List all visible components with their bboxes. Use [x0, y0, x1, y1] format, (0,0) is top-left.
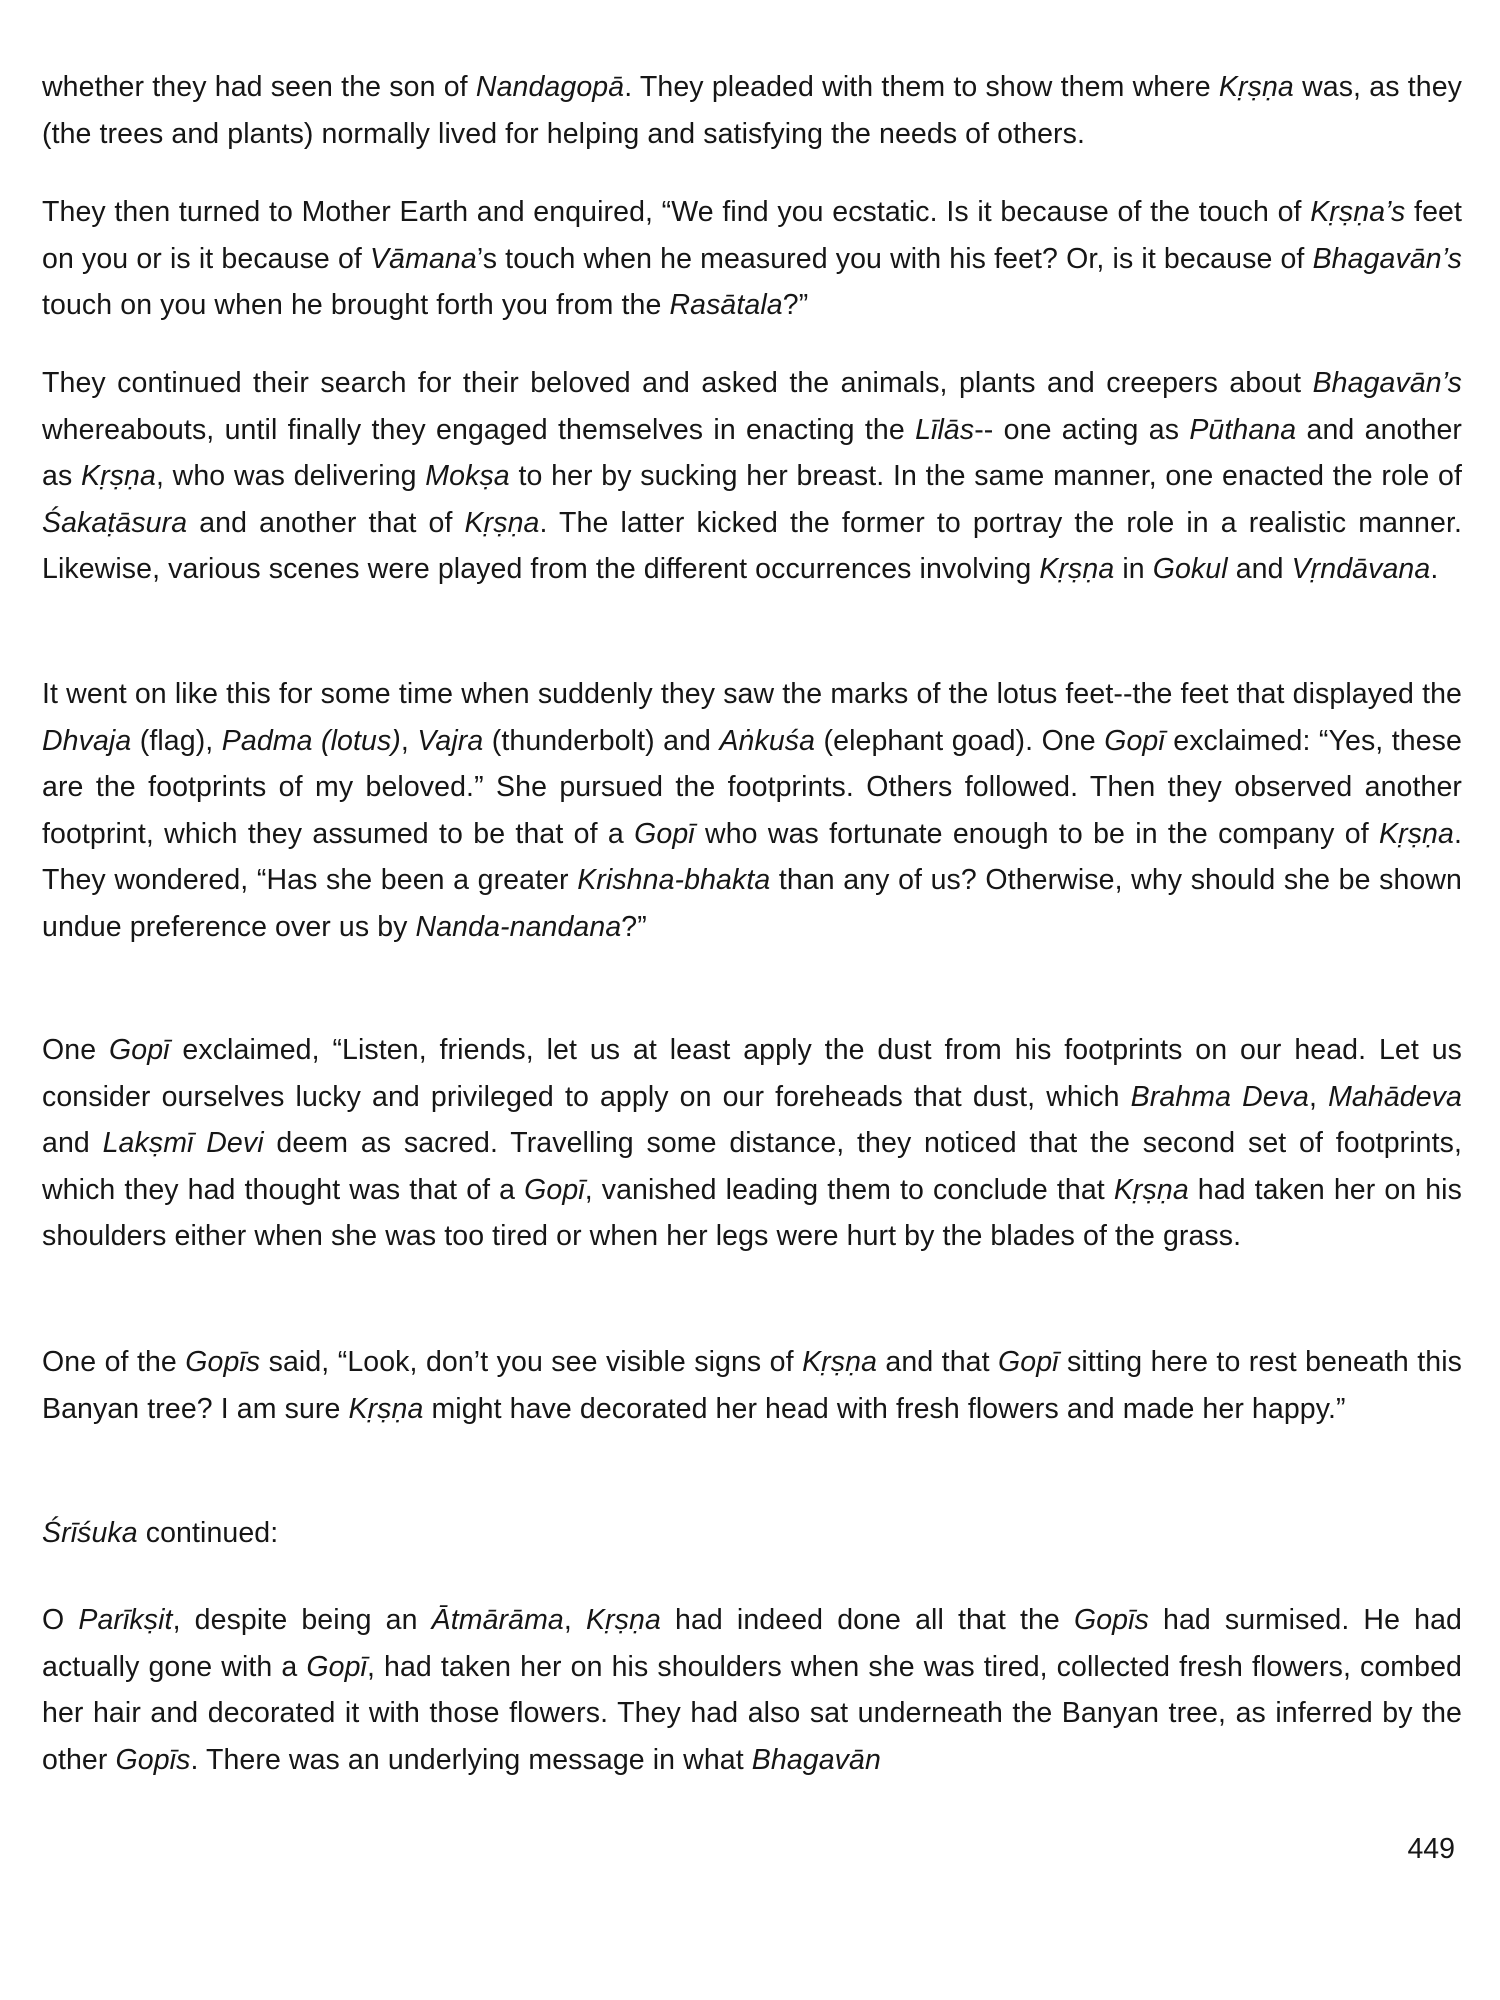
italic-term: Gopī: [524, 1173, 585, 1206]
text-run: to her by sucking her breast. In the same manner, one enacted the role of: [509, 460, 1462, 492]
text-run: ?”: [621, 910, 647, 943]
text-run: O: [42, 1604, 79, 1636]
text-run: had surmised. He had actually gone with a: [42, 1604, 1462, 1683]
text-run: in: [1114, 553, 1153, 585]
text-run: sitting here to rest beneath this Banyan tree? I am sure: [42, 1346, 1462, 1425]
paragraph-3: [42, 360, 1462, 593]
paragraph-5: [42, 1027, 1462, 1260]
text-run: was, as they (the trees and plants) normally lived for helping and satisfying the needs of others.: [42, 71, 1463, 150]
italic-term: Kṛṣṇa’s: [1310, 196, 1406, 228]
text-run: than any of us? Otherwise, why should she be shown undue preference over us by: [42, 864, 1462, 943]
italic-term: Kṛṣṇa: [1218, 71, 1294, 103]
text-run: They then turned to Mother Earth and enquired, “We find you ecstatic. Is it because of the touch of: [42, 196, 1311, 228]
italic-term: Lakṣmī Devi: [102, 1127, 264, 1159]
italic-term: Gopī: [108, 1034, 170, 1066]
text-run: touch on you when he brought forth you from the: [42, 289, 670, 321]
italic-term: Līlās: [915, 413, 975, 446]
text-run: ,: [563, 1604, 586, 1636]
text-run: who was fortunate enough to be in the company of: [694, 817, 1379, 850]
text-run: . They wondered, “Has she been a greater: [42, 817, 1462, 896]
text-run: and another as: [42, 413, 1462, 492]
text-run: , vanished leading them to conclude that: [584, 1173, 1114, 1206]
text-run: continued:: [137, 1517, 279, 1549]
italic-term: Dhvaja: [42, 724, 132, 757]
italic-term: Gopī: [634, 817, 695, 850]
italic-term: Kṛṣṇa: [1113, 1173, 1189, 1206]
italic-term: Kṛṣṇa: [585, 1604, 661, 1636]
text-run: whereabouts, until finally they engaged themselves in enacting the: [42, 413, 916, 446]
text-run: , had taken her on his shoulders when she was tired, collected fresh flowers, combed her hair and decorated it with those flowers. They had also sat underneath the Banyan tree, as inferred by the other: [42, 1650, 1462, 1776]
text-run: (elephant goad). One: [815, 724, 1105, 757]
text-run: . They pleaded with them to show them where: [624, 71, 1219, 103]
italic-term: Ātmārāma: [431, 1604, 564, 1636]
text-run: said, “Look, don’t you see visible signs of: [260, 1346, 803, 1378]
italic-term: Kṛṣṇa: [81, 460, 156, 492]
italic-term: Bhagavān: [751, 1743, 881, 1776]
text-run: It went on like this for some time when suddenly they saw the marks of the lotus feet--the feet that displayed the: [42, 678, 1462, 710]
text-run: and another that of: [187, 506, 465, 539]
paragraph-1: [42, 64, 1462, 157]
italic-term: Vajra: [417, 724, 484, 757]
text-run: might have decorated her head with fresh flowers and made her happy.”: [423, 1392, 1346, 1425]
italic-term: Brahma Deva: [1130, 1080, 1310, 1113]
text-run: , despite being an: [172, 1604, 432, 1636]
paragraph-4: [42, 671, 1462, 950]
italic-term: Bhagavān’s: [1312, 242, 1462, 275]
italic-term: Śakaṭāsura: [42, 506, 188, 539]
italic-term: Kṛṣṇa: [802, 1346, 878, 1378]
italic-term: Kṛṣṇa: [1039, 553, 1115, 585]
text-run: ’s touch when he measured you with his feet? Or, is it because of: [476, 242, 1313, 275]
paragraph-8: [42, 1597, 1462, 1783]
text-run: had taken her on his shoulders either when she was too tired or when her legs were hurt by the blades of the grass.: [42, 1173, 1462, 1252]
text-run: . The latter kicked the former to portray the role in a realistic manner. Likewise, various scenes were played from the different occurrences involving: [42, 506, 1462, 585]
italic-term: Śrīśuka: [42, 1517, 138, 1549]
italic-term: Gokul: [1152, 553, 1228, 585]
text-run: (flag),: [131, 724, 222, 757]
text-run: They continued their search for their beloved and asked the animals, plants and creepers about: [42, 367, 1313, 399]
text-run: and that: [877, 1346, 999, 1378]
text-run: and: [1227, 553, 1292, 585]
text-run: exclaimed: “Yes, these are the footprints of my beloved.” She pursued the footprints. Others followed. Then they observed another footprint, which they assumed to be that of a: [42, 724, 1462, 850]
text-run: (thunderbolt) and: [483, 724, 720, 757]
italic-term: Gopī: [306, 1650, 367, 1683]
italic-term: Padma (lotus): [221, 724, 401, 757]
italic-term: Bhagavān’s: [1312, 367, 1462, 399]
page-number: 449: [1407, 1833, 1455, 1865]
italic-term: Vṛndāvana: [1291, 553, 1431, 585]
text-run: deem as sacred. Travelling some distance, they noticed that the second set of footprints, which they had thought was that of a: [42, 1127, 1463, 1206]
italic-term: Vāmana: [370, 242, 477, 275]
italic-term: Parīkṣit: [78, 1604, 173, 1636]
italic-term: Kṛṣṇa: [348, 1392, 424, 1425]
text-run: One of the: [42, 1346, 186, 1378]
text-run: ,: [400, 724, 418, 757]
text-run: whether they had seen the son of: [42, 71, 476, 103]
text-run: ,: [1309, 1080, 1329, 1113]
text-run: had indeed done all that the: [660, 1604, 1074, 1636]
text-run: . There was an underlying message in what: [190, 1743, 752, 1776]
italic-term: Gopī: [998, 1346, 1059, 1378]
italic-term: Mahādeva: [1328, 1080, 1462, 1113]
text-run: , who was delivering: [155, 460, 426, 492]
paragraph-6: [42, 1339, 1462, 1432]
italic-term: Rasātala: [669, 289, 783, 321]
italic-term: Nanda-nandana: [415, 910, 622, 943]
italic-term: Pūthana: [1189, 413, 1297, 446]
italic-term: Nandagopā: [475, 71, 625, 103]
text-run: and: [42, 1127, 103, 1159]
italic-term: Mokṣa: [425, 460, 510, 492]
italic-term: Kṛṣṇa: [1379, 817, 1454, 850]
italic-term: Gopīs: [1073, 1604, 1149, 1636]
italic-term: Gopīs: [115, 1743, 191, 1776]
text-run: feet on you or is it because of: [42, 196, 1462, 275]
italic-term: Gopīs: [185, 1346, 261, 1378]
paragraph-2: [42, 189, 1462, 329]
text-run: -- one acting as: [974, 413, 1190, 446]
paragraph-7: [42, 1510, 1462, 1557]
italic-term: Aṅkuśa: [719, 724, 816, 757]
text-run: ?”: [782, 289, 809, 321]
italic-term: Kṛṣṇa: [464, 506, 540, 539]
text-run: exclaimed, “Listen, friends, let us at least apply the dust from his footprints on our head. Let us consider ourselves lucky and privileged to apply on our foreheads that dust, which: [42, 1034, 1462, 1113]
italic-term: Krishna-bhakta: [577, 864, 771, 896]
text-run: .: [1430, 553, 1439, 585]
text-run: One: [42, 1034, 109, 1066]
italic-term: Gopī: [1104, 724, 1165, 757]
